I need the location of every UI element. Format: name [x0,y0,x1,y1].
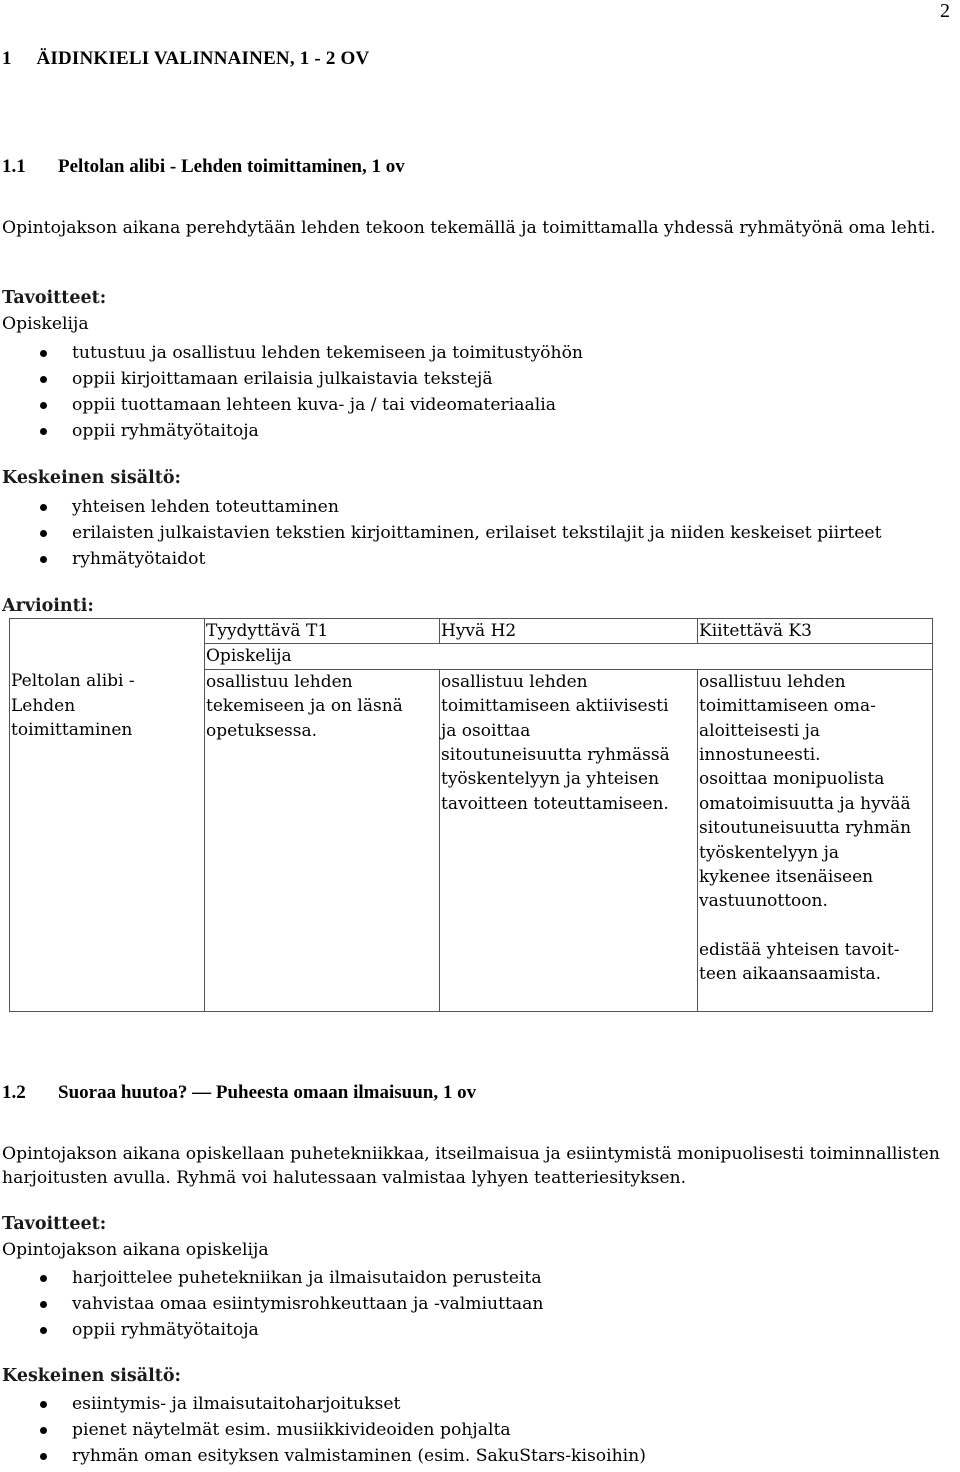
goals-label: Tavoitteet: [2,1214,107,1234]
table-header-cell: Hyvä H2 [440,619,698,644]
cell-line: ja osoittaa [441,720,531,741]
content-label: Keskeinen sisältö: [2,468,181,488]
list-item: erilaisten julkaistavien tekstien kirjoittaminen, erilaiset tekstilajit ja niiden keskeiset piirteet [0,520,882,546]
table-row-label [10,669,205,1012]
course-title: Suoraa huutoa? — Puheesta omaan ilmaisuun, 1 ov [58,1082,477,1103]
course-intro: Opintojakson aikana opiskellaan puhetekniikkaa, itseilmaisua ja esiintymistä monipuolisesti toiminnallisten harjoitusten avulla. Ryhmä voi halutessaan valmistaa lyhyen teatteriesityksen. [2,1144,940,1188]
table-subheader-cell: Opiskelija [205,644,933,669]
table-header-cell: Kiitettävä K3 [698,619,933,644]
assessment-label: Arviointi: [2,596,94,616]
cell-line: omatoimisuutta ja hyvää [699,793,911,814]
page-number: 2 [940,0,950,22]
cell-line: vastuunottoon. [699,891,828,912]
cell-line: osallistuu lehden [206,671,353,692]
section-number: 1 [2,48,12,69]
cell-line: opetuksessa. [206,720,318,741]
list-item: oppii ryhmätyötaitoja [0,418,583,444]
table-header-cell: Tyydyttävä T1 [205,619,440,644]
list-item: oppii kirjoittamaan erilaisia julkaistavia tekstejä [0,366,583,392]
list-item: oppii tuottamaan lehteen kuva- ja / tai videomateriaalia [0,392,583,418]
cell-line: osoittaa monipuolista [699,769,885,790]
cell-line: toimittamiseen aktiivisesti [441,696,669,717]
cell-line: aloitteisesti ja [699,720,820,741]
table-row [10,669,933,1012]
course-intro: Opintojakson aikana perehdytään lehden tekoon tekemällä ja toimittamalla yhdessä ryhmätyönä oma lehti. [2,218,936,238]
cell-line: sitoutuneisuutta ryhmän [699,818,912,839]
table-cell-k3 [698,669,933,1012]
content-list [0,1391,646,1469]
cell-line: kykenee itsenäiseen [699,867,874,888]
cell-line: Lehden [11,695,76,716]
course-number: 1.2 [2,1082,26,1103]
cell-line: sitoutuneisuutta ryhmässä [441,745,670,766]
list-item: tutustuu ja osallistuu lehden tekemiseen ja toimitustyöhön [0,340,583,366]
goals-lead: Opiskelija [2,314,89,334]
assessment-table [9,618,933,1012]
content-label: Keskeinen sisältö: [2,1366,181,1386]
cell-line: innostuneesti. [699,745,821,766]
course-heading [2,156,405,178]
table-corner-cell [10,619,205,670]
course-number: 1.1 [2,156,26,177]
cell-line: osallistuu lehden [699,671,846,692]
cell-line: tekemiseen ja on läsnä [206,696,403,717]
list-item: ryhmän oman esityksen valmistaminen (esim. SakuStars-kisoihin) [0,1443,646,1469]
cell-line: teen aikaansaamista. [699,964,882,985]
table-cell-h2 [440,669,698,1012]
cell-line: Peltolan alibi - [11,671,135,692]
cell-line: osallistuu lehden [441,671,588,692]
section-heading [2,48,369,70]
list-item: pienet näytelmät esim. musiikkivideoiden pohjalta [0,1417,646,1443]
list-item: yhteisen lehden toteuttaminen [0,494,882,520]
list-item: ryhmätyötaidot [0,546,882,572]
course-heading [2,1082,476,1104]
list-item: oppii ryhmätyötaitoja [0,1317,543,1343]
course-title: Peltolan alibi - Lehden toimittaminen, 1 ov [58,156,405,177]
table-header-row [10,619,933,644]
content-list [0,494,882,572]
list-item: vahvistaa omaa esiintymisrohkeuttaan ja -valmiuttaan [0,1291,543,1317]
goals-lead: Opintojakson aikana opiskelija [2,1240,269,1260]
goals-list [0,1265,543,1343]
cell-line: edistää yhteisen tavoit- [699,939,900,960]
cell-spacer [699,914,932,938]
goals-list [0,340,583,444]
goals-label: Tavoitteet: [2,288,107,308]
table-cell-t1 [205,669,440,1012]
cell-line: toimittamiseen oma- [699,696,876,717]
list-item: esiintymis- ja ilmaisutaitoharjoitukset [0,1391,646,1417]
section-title: ÄIDINKIELI VALINNAINEN, 1 - 2 OV [36,48,370,69]
list-item: harjoittelee puhetekniikan ja ilmaisutaidon perusteita [0,1265,543,1291]
cell-line: työskentelyyn ja yhteisen [441,769,660,790]
cell-line: työskentelyyn ja [699,842,840,863]
cell-line: tavoitteen toteuttamiseen. [441,793,669,814]
cell-line: toimittaminen [11,720,133,741]
